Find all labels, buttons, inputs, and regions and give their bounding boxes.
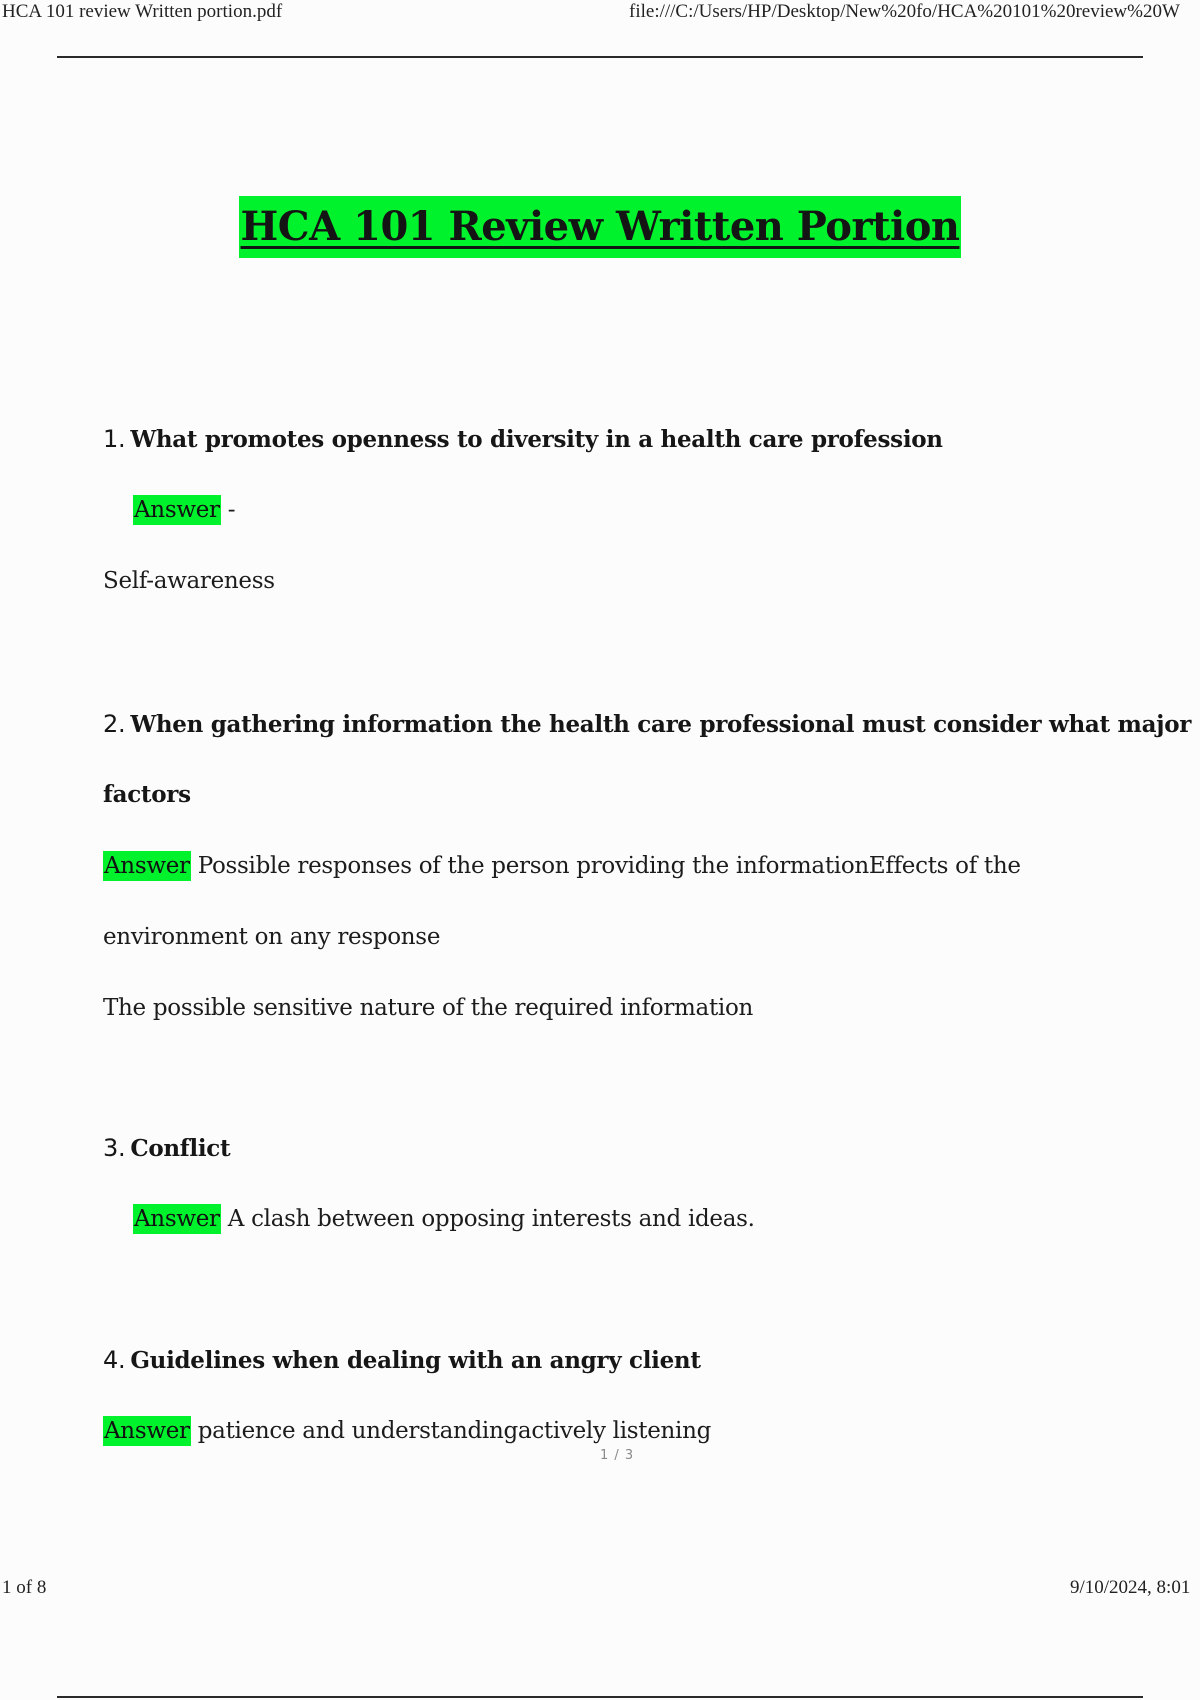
answer-label: Answer	[104, 1418, 190, 1444]
answer-2-line-2: environment on any response	[103, 924, 441, 950]
question-2	[103, 708, 1191, 741]
answer-2-line-3: The possible sensitive nature of the required information	[103, 995, 754, 1021]
answer-separator: -	[220, 497, 236, 523]
answer-label: Answer	[134, 1206, 220, 1232]
answer-2-line-1	[103, 850, 1021, 882]
header-divider	[57, 56, 1143, 58]
question-3	[103, 1132, 230, 1165]
answer-label: Answer	[104, 853, 190, 879]
answer-3	[133, 1203, 755, 1235]
question-text: Conflict	[130, 1135, 231, 1162]
question-text: When gathering information the health care professional must consider what major	[130, 711, 1192, 738]
question-2-continued: factors	[103, 781, 191, 808]
document-title	[0, 196, 1200, 258]
answer-1-label-line	[133, 494, 235, 526]
question-1	[103, 423, 943, 456]
question-text: Guidelines when dealing with an angry client	[130, 1347, 701, 1374]
answer-text: Possible responses of the person providing the informationEffects of the	[190, 853, 1021, 879]
answer-text: A clash between opposing interests and ideas.	[220, 1206, 755, 1232]
footer-page-number: 1 of 8	[2, 1577, 47, 1598]
question-number: 2.	[103, 710, 126, 738]
question-number: 1.	[103, 425, 126, 453]
question-text: What promotes openness to diversity in a health care profession	[130, 426, 943, 453]
answer-1-text: Self-awareness	[103, 568, 275, 594]
inner-page-counter: 1 / 3	[600, 1448, 635, 1463]
footer-divider	[57, 1696, 1143, 1698]
answer-4	[103, 1415, 711, 1447]
answer-text: patience and understandingactively listening	[190, 1418, 712, 1444]
title-text: HCA 101 Review Written Portion	[239, 196, 962, 258]
file-url: file:///C:/Users/HP/Desktop/New%20fo/HCA%20101%20review%20W	[629, 1, 1180, 22]
question-number: 4.	[103, 1346, 126, 1374]
print-header	[0, 0, 1200, 28]
document-filename: HCA 101 review Written portion.pdf	[2, 1, 283, 22]
answer-label: Answer	[134, 497, 220, 523]
question-4	[103, 1344, 701, 1377]
question-number: 3.	[103, 1134, 126, 1162]
footer-datetime: 9/10/2024, 8:01	[1070, 1577, 1191, 1598]
